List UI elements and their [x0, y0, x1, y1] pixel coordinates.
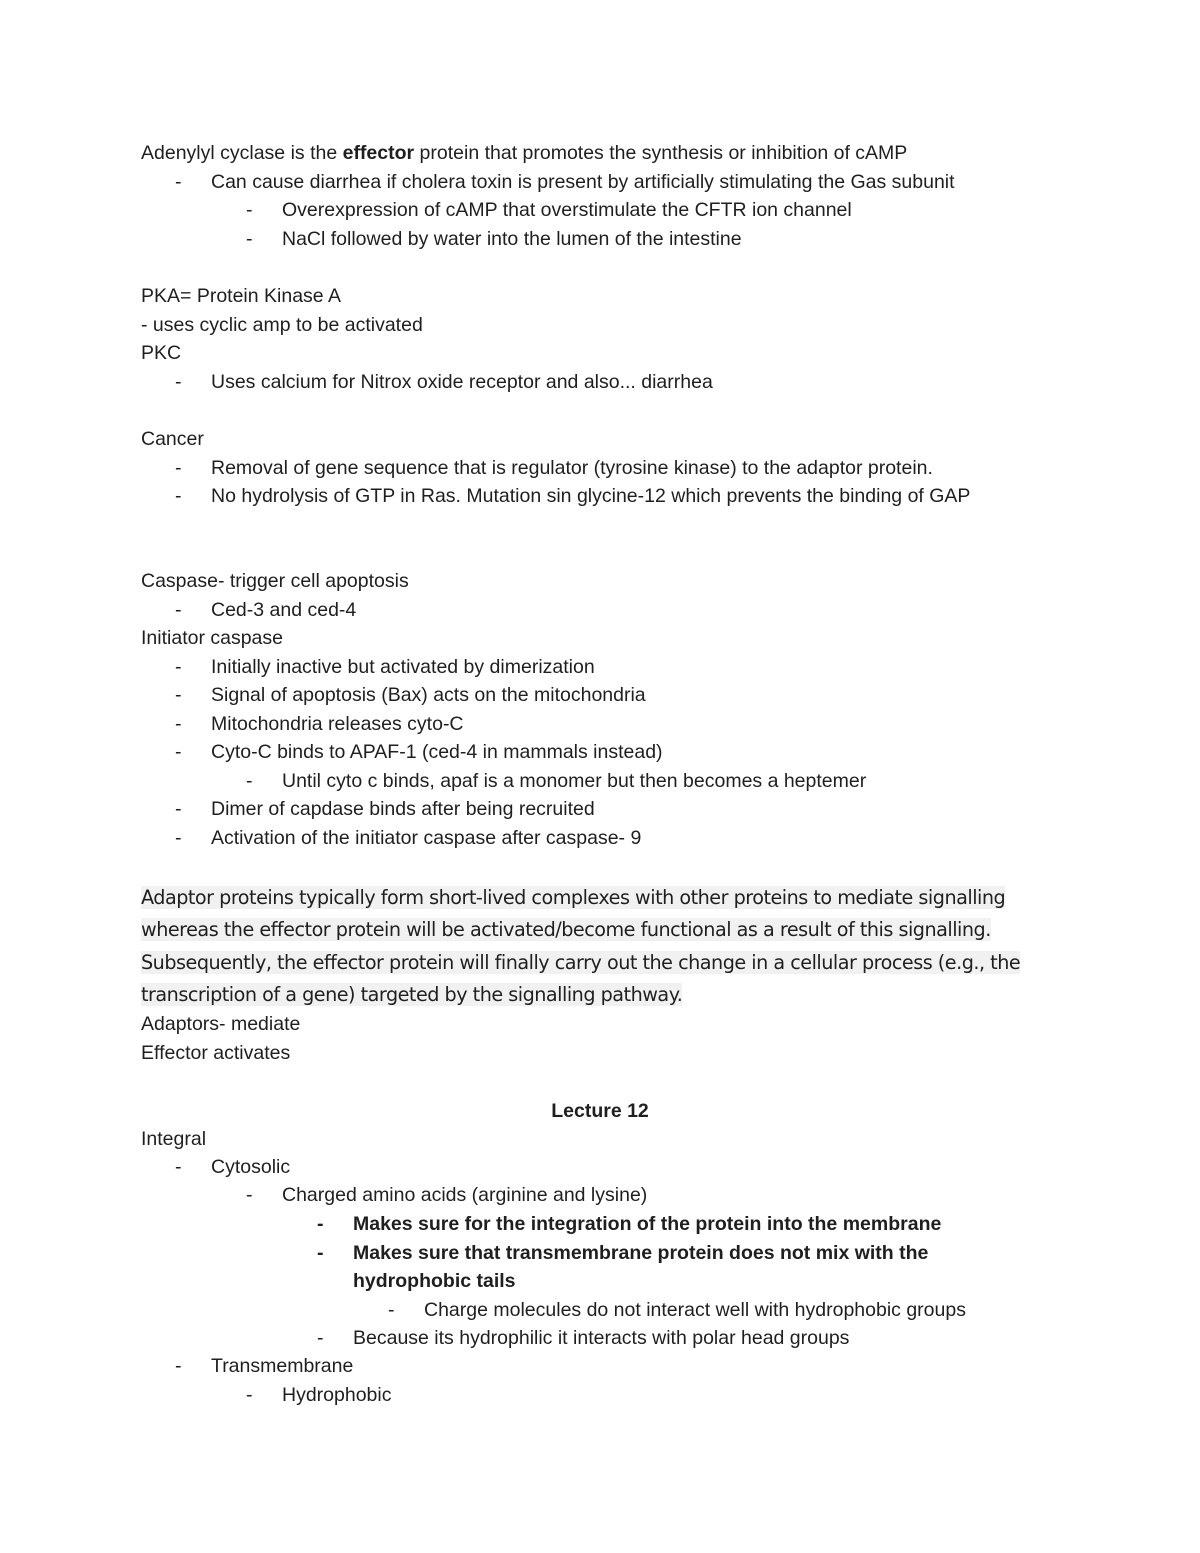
- list-item: [317, 1239, 929, 1267]
- list-item: [175, 824, 642, 852]
- text-segment: protein that promotes the synthesis or inhibition of cAMP: [414, 142, 908, 164]
- list-item-text: Ced-3 and ced-4: [211, 599, 357, 621]
- list-item: [246, 767, 867, 795]
- list-item-text: Charge molecules do not interact well with hydrophobic groups: [424, 1299, 966, 1321]
- bullet-dash: -: [246, 228, 253, 250]
- list-item-text: Makes sure that transmembrane protein does not mix with the: [353, 1242, 929, 1264]
- list-item-text: Can cause diarrhea if cholera toxin is present by artificially stimulating the Gas subunit: [211, 171, 955, 193]
- list-item-text: Activation of the initiator caspase after caspase- 9: [211, 827, 642, 849]
- list-item-continuation: [353, 1267, 516, 1295]
- list-item-text: Removal of gene sequence that is regulator (tyrosine kinase) to the adaptor protein.: [211, 457, 933, 479]
- list-item-text: Makes sure for the integration of the protein into the membrane: [353, 1213, 942, 1235]
- list-item: [175, 653, 595, 681]
- highlighted-paragraph-text: Adaptor proteins typically form short-lived complexes with other proteins to mediate signalling whereas the effector protein will be activated/become functional as a result of this signalling. Subsequently, the effector protein will finally carry out the change in a cellular process (e.g., the transcription of a gene) targeted by the signalling pathway.: [141, 886, 1021, 1007]
- list-item-text: Hydrophobic: [282, 1384, 392, 1406]
- initiator-caspase-line: Initiator caspase: [141, 627, 283, 649]
- list-item-text: No hydrolysis of GTP in Ras. Mutation sin glycine-12 which prevents the binding of GAP: [211, 485, 971, 507]
- list-item-text: Charged amino acids (arginine and lysine): [282, 1184, 648, 1206]
- bullet-dash: -: [246, 770, 253, 792]
- list-item: [175, 1153, 291, 1181]
- list-item-text: NaCl followed by water into the lumen of the intestine: [282, 228, 742, 250]
- list-item: [246, 225, 742, 253]
- list-item: [317, 1210, 942, 1238]
- bullet-dash: -: [175, 1156, 182, 1178]
- caspase-line: Caspase- trigger cell apoptosis: [141, 570, 409, 592]
- list-item: [175, 168, 955, 196]
- bullet-dash: -: [388, 1299, 395, 1321]
- bullet-dash: -: [246, 1384, 253, 1406]
- list-item-text: Mitochondria releases cyto-C: [211, 713, 464, 735]
- list-item: [175, 738, 663, 766]
- bullet-dash: -: [175, 485, 182, 507]
- bullet-dash: -: [317, 1327, 324, 1349]
- pkc-line: PKC: [141, 342, 182, 364]
- bullet-dash: -: [317, 1242, 324, 1264]
- effector-line: Effector activates: [141, 1042, 291, 1064]
- list-item-text: Because its hydrophilic it interacts with polar head groups: [353, 1327, 850, 1349]
- list-item-text: Signal of apoptosis (Bax) acts on the mitochondria: [211, 684, 646, 706]
- list-item: [317, 1324, 850, 1352]
- bullet-dash: -: [246, 1184, 253, 1206]
- bullet-dash: -: [175, 713, 182, 735]
- bullet-dash: -: [175, 827, 182, 849]
- bullet-dash: -: [246, 199, 253, 221]
- list-item: [175, 1352, 354, 1380]
- cancer-heading: Cancer: [141, 428, 204, 450]
- integral-line: Integral: [141, 1128, 207, 1150]
- list-item: [246, 196, 852, 224]
- pka-line: PKA= Protein Kinase A: [141, 285, 341, 307]
- list-item-text: hydrophobic tails: [353, 1270, 516, 1292]
- bullet-dash: -: [175, 599, 182, 621]
- list-item: [246, 1181, 648, 1209]
- list-item: [246, 1381, 392, 1409]
- adaptor-effector-paragraph: [141, 882, 1061, 1012]
- list-item-text: Overexpression of cAMP that overstimulate the CFTR ion channel: [282, 199, 852, 221]
- list-item: [175, 596, 357, 624]
- list-item: [175, 454, 933, 482]
- text-segment: Adenylyl cyclase is the: [141, 142, 343, 164]
- list-item-text: Initially inactive but activated by dimerization: [211, 656, 595, 678]
- bold-term: effector: [342, 142, 415, 164]
- list-item-text: Uses calcium for Nitrox oxide receptor and also... diarrhea: [211, 371, 713, 393]
- pka-note-line: - uses cyclic amp to be activated: [141, 314, 423, 336]
- list-item-text: Cytosolic: [211, 1156, 291, 1178]
- bullet-dash: -: [175, 656, 182, 678]
- list-item: [175, 795, 595, 823]
- list-item-text: Dimer of capdase binds after being recruited: [211, 798, 595, 820]
- list-item: [175, 482, 971, 510]
- adenylyl-cyclase-line: [141, 139, 907, 167]
- list-item: [388, 1296, 966, 1324]
- list-item: [175, 681, 646, 709]
- bullet-dash: -: [175, 798, 182, 820]
- adaptors-line: Adaptors- mediate: [141, 1013, 301, 1035]
- bullet-dash: -: [175, 371, 182, 393]
- bullet-dash: -: [175, 171, 182, 193]
- bullet-dash: -: [317, 1213, 324, 1235]
- list-item: [175, 710, 464, 738]
- bullet-dash: -: [175, 741, 182, 763]
- bullet-dash: -: [175, 1355, 182, 1377]
- list-item-text: Cyto-C binds to APAF-1 (ced-4 in mammals instead): [211, 741, 663, 763]
- bullet-dash: -: [175, 457, 182, 479]
- list-item-text: Transmembrane: [211, 1355, 354, 1377]
- bullet-dash: -: [175, 684, 182, 706]
- lecture-heading: Lecture 12: [551, 1100, 649, 1122]
- list-item-text: Until cyto c binds, apaf is a monomer but then becomes a heptemer: [282, 770, 867, 792]
- list-item: [175, 368, 713, 396]
